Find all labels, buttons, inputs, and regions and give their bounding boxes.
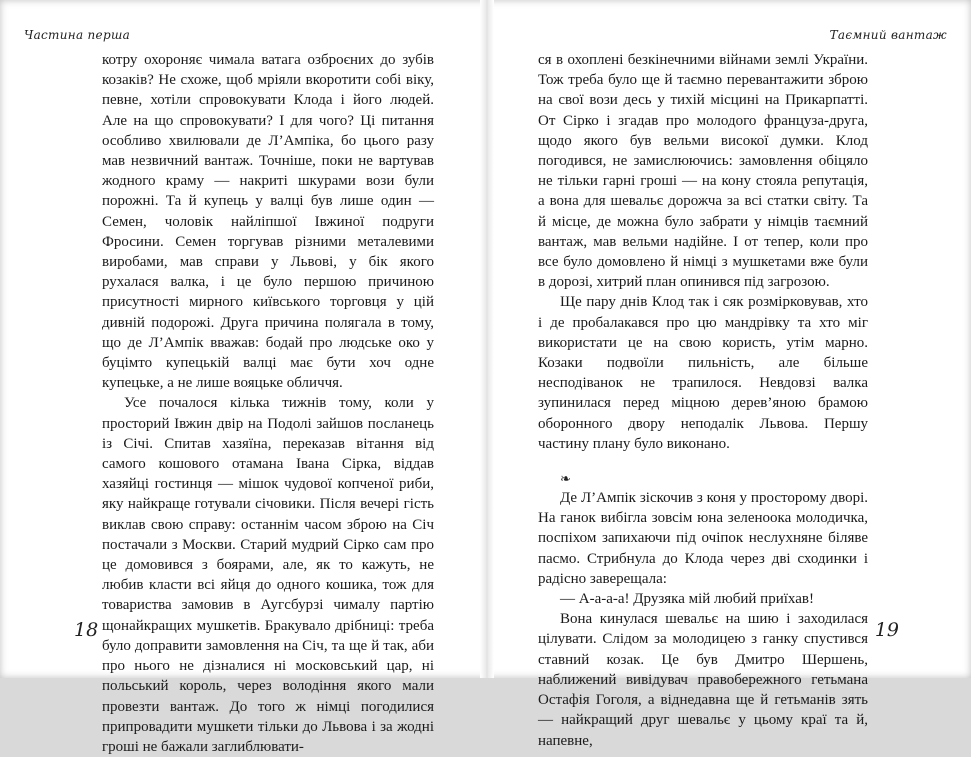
- left-running-head: Частина перша: [24, 28, 131, 42]
- right-paragraph-1: ся в охоплені безкінечними війнами землі України. Тож треба було ще й таємно перевантажити зброю на свої вози десь у тихій місцині на Прикарпатті. От Сірко і згадав про молодого француза-друга, щодо якого був вельми високої думки. Клод погодився, не замислюючись: замовлення обіцяло не тільки гарні гроші — на кону стояла репутація, а вона для шевальє дорожча за всі статки світу. Та й місце, де можна було забрати у німців таємний вантаж, мав вельми надійне. І от тепер, коли про все було домовлено й німці з мушкетами вже були в дорозі, хитрий план опинився під загрозою.: [538, 52, 868, 291]
- right-paragraph-2: Ще пару днів Клод так і сяк розмірковував, хто і де пробалакався про цю мандрівку та хто міг використати це на свою користь, утім марно. Козаки подвоїли пильність, але більше несподіванок не трапилося. Невдовзі валка зупинилася перед міцною дерев’яною брамою оборонного двору неподалік Львова. Першу частину плану було виконано.: [538, 294, 868, 452]
- right-paragraph-4: Вона кинулася шевальє на шию і заходилася цілувати. Слідом за молодицею з ганку спустився ставний козак. Це був Дмитро Шершень, наближений вивідувач правобережного гетьмана Остафія Гоголя, а віднедавна ще й гетьманів зять — найкращий друг шевальє у цьому краї та й, напевне,: [538, 611, 868, 749]
- left-page-text: [102, 50, 434, 757]
- book-gutter: [480, 0, 494, 678]
- section-break-ornament-icon: ❧: [560, 472, 571, 488]
- right-running-head: Таємний вантаж: [829, 28, 947, 42]
- right-dialogue-line: — А-а-а-а! Друзяка мій любий приїхав!: [560, 591, 814, 608]
- right-paragraph-3: Де Л’Ампік зіскочив з коня у просторому дворі. На ганок вибігла зовсім юна зеленоока молодичка, поспіхом запихаючи під очіпок неслухняне біляве пасмо. Стрибнула до Клода через дві сходинки і радісно заверещала:: [538, 490, 868, 587]
- left-paragraph-1: котру охороняє чимала ватага озброєних до зубів козаків? Не схоже, щоб мріяли вкоротити собі віку, певне, хотіли спровокувати Клода і його людей. Але на що спровокувати? І для чого? Ці питання особливо хвилювали де Л’Ампіка, бо цього разу мав незвичний вантаж. Точніше, поки не вартував жодного краму — накриті шкурами вози були порожні. Та й купець у валці був лише один — Семен, чоловік найліпшої Івжиної подруги Фросини. Семен торгував різними металевими виробами, мав справи у Львові, у бік якого рухалася валка, і це було першою причиною присутності мирного київського торговця у цій дивній подорожі. Друга причина полягала в тому, що де Л’Ампік вважав: бодай про людське око у буцімто купецькій валці має бути хоч одне купецьке, а не лише вояцьке обличчя.: [102, 52, 434, 392]
- left-page-number: 18: [74, 619, 99, 641]
- right-page-text: [538, 50, 868, 751]
- right-page-number: 19: [874, 619, 899, 641]
- left-paragraph-2: Усе почалося кілька тижнів тому, коли у просторий Івжин двір на Подолі зайшов посланець із Січі. Спитав хазяїна, переказав вітання від самого кошового отамана Івана Сірка, віддав хазяйці гостинця — мішок чудової копченої риби, яку найкраще готували січовики. Після вечері гість виклав свою справу: останнім часом зброю на Січ постачали з Москви. Старий мудрий Сірко сам про це домовився з боярами, але, як то кажуть, не любив класти всі яйця до одного кошика, тож для товариства замовив в Аугсбурзі чималу партію щонайкращих мушкетів. Бракувало дрібниці: треба було доправити замовлення на Січ, та ще й так, аби про нього не дізналися ні московський цар, ні польський король, через володіння якого мали провезти вантаж. До того ж німці погодилися припровадити мушкети тільки до Львова і за жодні гроші не бажали заглиблювати-: [102, 395, 434, 755]
